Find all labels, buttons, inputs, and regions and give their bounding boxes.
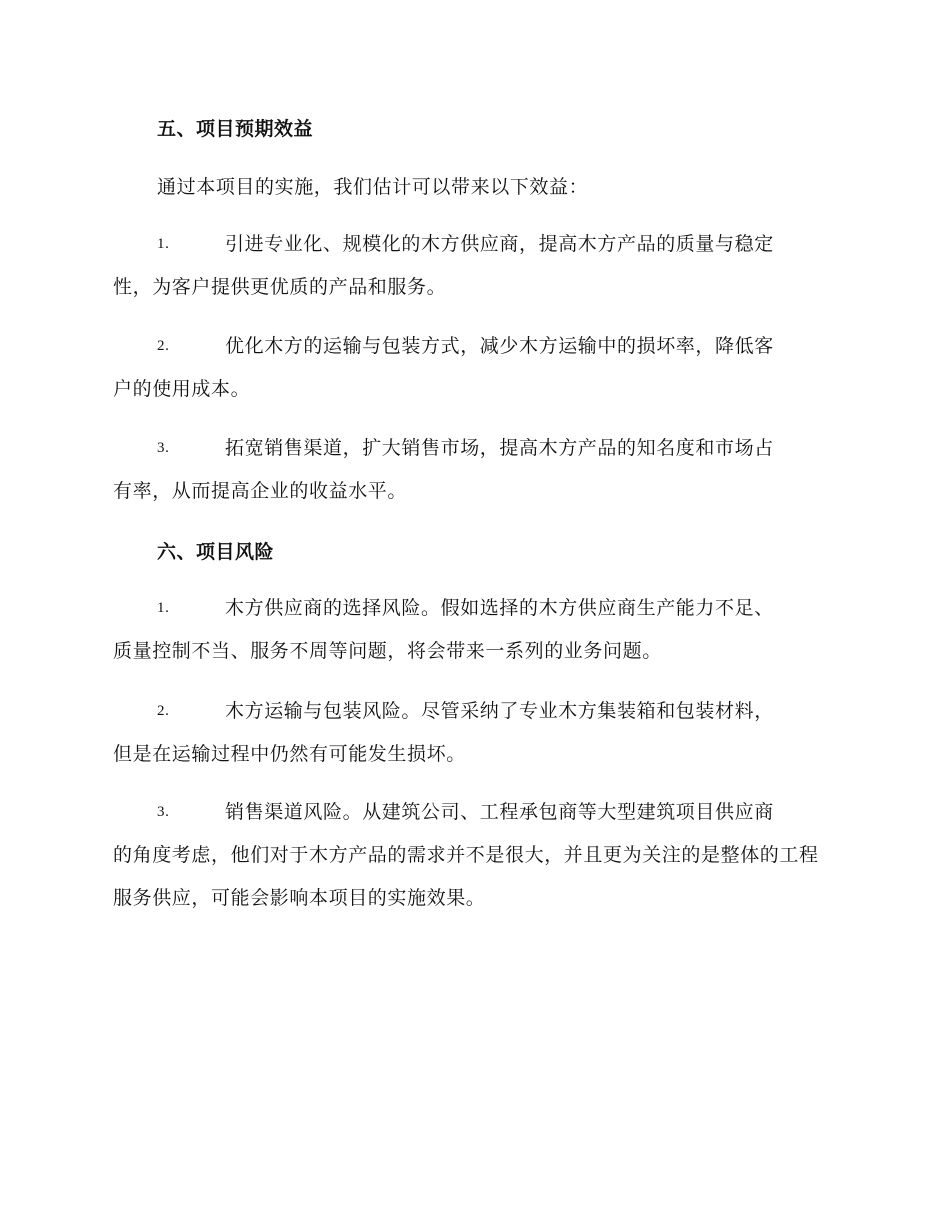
- item-text-line1: 优化木方的运输与包装方式，减少木方运输中的损坏率，降低客: [225, 335, 774, 357]
- list-item-risk-2: [113, 690, 835, 776]
- item-number: 3.: [157, 440, 170, 456]
- list-item-benefit-3: [113, 427, 835, 513]
- list-item-risk-3: [113, 791, 835, 920]
- item-text-rest: 有率，从而提高企业的收益水平。: [113, 480, 408, 502]
- section-heading-risks: 六、项目风险: [157, 541, 275, 563]
- item-number: 2.: [157, 338, 170, 354]
- item-text-line1: 引进专业化、规模化的木方供应商，提高木方产品的质量与稳定: [225, 233, 774, 255]
- intro-paragraph: [113, 166, 835, 209]
- item-text-line1: 木方供应商的选择风险。假如选择的木方供应商生产能力不足、: [225, 597, 774, 619]
- item-text-line1: 拓宽销售渠道，扩大销售市场，提高木方产品的知名度和市场占: [225, 437, 774, 459]
- intro-text: 通过本项目的实施，我们估计可以带来以下效益：: [157, 176, 589, 198]
- list-item-benefit-2: [113, 325, 835, 411]
- item-text-rest: 质量控制不当、服务不周等问题，将会带来一系列的业务问题。: [113, 640, 662, 662]
- section-heading-benefits: 五、项目预期效益: [157, 118, 314, 140]
- item-text-rest: 性，为客户提供更优质的产品和服务。: [113, 276, 447, 298]
- item-number: 2.: [157, 703, 170, 719]
- item-text-rest: 但是在运输过程中仍然有可能发生损坏。: [113, 743, 466, 765]
- item-number: 1.: [157, 236, 170, 252]
- item-text-line1: 销售渠道风险。从建筑公司、工程承包商等大型建筑项目供应商: [225, 801, 774, 823]
- list-item-risk-1: [113, 587, 835, 673]
- list-item-benefit-1: [113, 223, 835, 309]
- item-text-rest: 的角度考虑，他们对于木方产品的需求并不是很大，并且更为关注的是整体的工程服务供应，可能会影响本项目的实施效果。: [113, 844, 819, 909]
- item-text-line1: 木方运输与包装风险。尽管采纳了专业木方集装箱和包装材料，: [225, 700, 774, 722]
- item-number: 1.: [157, 600, 170, 616]
- item-text-rest: 户的使用成本。: [113, 378, 251, 400]
- item-number: 3.: [157, 804, 170, 820]
